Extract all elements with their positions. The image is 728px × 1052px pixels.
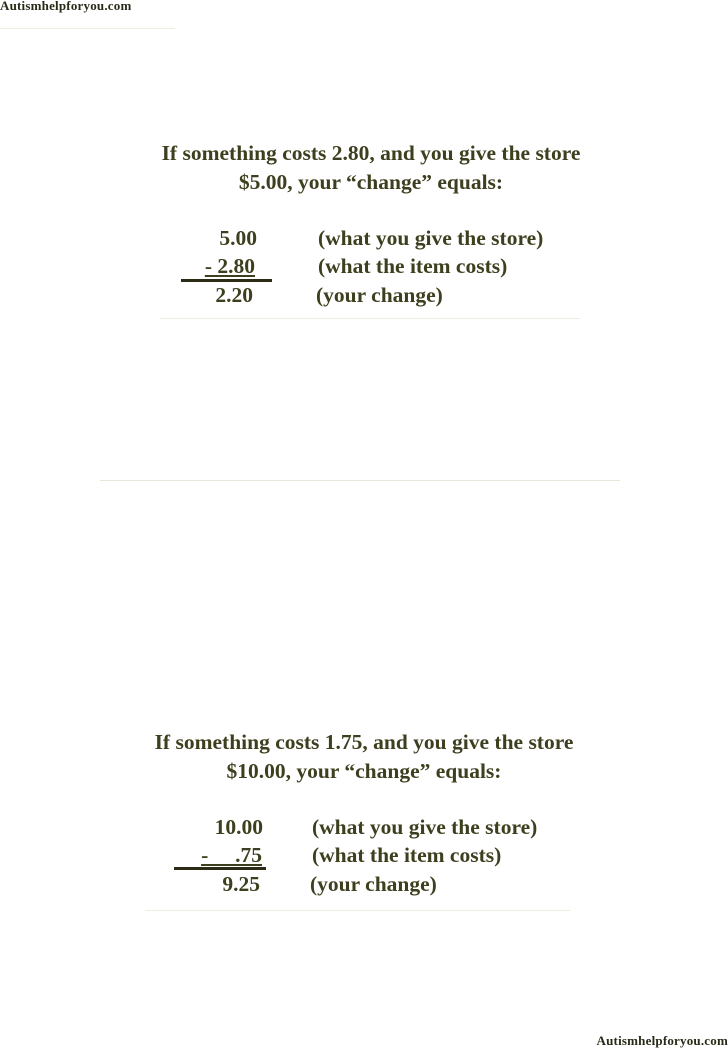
change-row: [0, 870, 728, 899]
problem-2: [0, 728, 728, 786]
change-amount: 9.25: [222, 872, 260, 896]
change-amount: 2.20: [215, 283, 253, 307]
change-note: (your change): [310, 872, 437, 896]
watermark-bottom: Autismhelpforyou.com: [596, 1033, 728, 1048]
scan-line: [145, 910, 570, 911]
problem-1: [0, 139, 728, 197]
prompt-line-1: If something costs 1.75, and you give the store: [154, 730, 574, 754]
prompt-line-2: $5.00, your “change” equals:: [238, 170, 504, 194]
prompt-line-1: If something costs 2.80, and you give the store: [161, 141, 581, 165]
scan-line: [100, 480, 620, 481]
prompt-line-2: $10.00, your “change” equals:: [226, 759, 502, 783]
given-amount: 10.00: [214, 815, 263, 839]
watermark-top: Autismhelpforyou.com: [0, 0, 132, 13]
cost-row: [0, 841, 728, 870]
change-row: [0, 281, 728, 310]
scan-line: [160, 318, 580, 319]
change-note: (your change): [316, 283, 443, 307]
scan-line: [0, 28, 175, 29]
cost-row: [0, 252, 728, 281]
given-note: (what you give the store): [312, 815, 538, 839]
given-row: [0, 813, 728, 842]
cost-note: (what the item costs): [312, 843, 502, 867]
cost-note: (what the item costs): [318, 254, 508, 278]
cost-amount: - 2.80: [204, 254, 255, 278]
given-row: [0, 224, 728, 253]
given-note: (what you give the store): [318, 226, 544, 250]
cost-amount: - .75: [201, 843, 262, 867]
given-amount: 5.00: [219, 226, 257, 250]
